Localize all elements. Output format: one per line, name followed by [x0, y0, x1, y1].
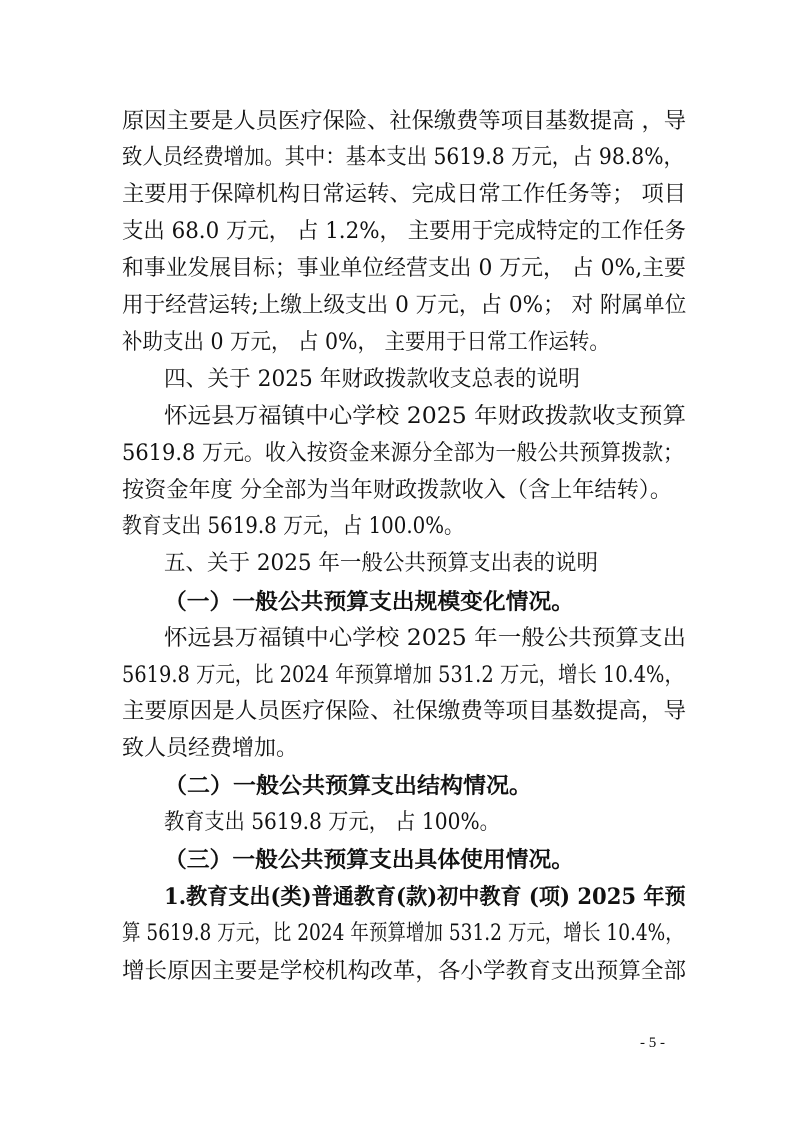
- text-line: 5619.8 万元。收入按资金来源分全部为一般公共预算拨款；: [122, 441, 684, 466]
- subsection-heading: （二）一般公共预算支出结构情况。: [164, 773, 533, 799]
- text-line: 和事业发展目标；事业单位经营支出 0 万元， 占 0%,主要: [122, 256, 686, 281]
- text-line: 主要原因是人员医疗保险、社保缴费等项目基数提高，导: [122, 699, 687, 724]
- text-line: 增长原因主要是学校机构改革，各小学教育支出预算全部: [122, 959, 687, 984]
- page-number: - 5 -: [640, 1035, 665, 1051]
- section-heading: 五、关于 2025 年一般公共预算支出表的说明: [164, 551, 598, 576]
- text-line: 用于经营运转;上缴上级支出 0 万元，占 0%； 对 附属单位: [122, 293, 687, 318]
- section-heading: 四、关于 2025 年财政拨款收支总表的说明: [164, 367, 580, 392]
- text-line: 算 5619.8 万元，比 2024 年预算增加 531.2 万元，增长 10.4%，: [122, 921, 684, 946]
- text-line: 致人员经费增加。: [122, 736, 299, 761]
- text-line: 原因主要是人员医疗保险、社保缴费等项目基数提高 ，导: [122, 109, 686, 134]
- subsection-heading: （一）一般公共预算支出规模变化情况。: [164, 589, 575, 615]
- text-line: 主要用于保障机构日常运转、完成日常工作任务等； 项目: [122, 182, 686, 207]
- text-line: 怀远县万福镇中心学校 2025 年一般公共预算支出: [164, 626, 686, 651]
- text-line: 致人员经费增加。其中：基本支出 5619.8 万元，占 98.8%，: [122, 145, 684, 170]
- text-line: 1.教育支出(类)普通教育(款)初中教育 (项) 2025 年预: [164, 884, 686, 910]
- text-line: 5619.8 万元，比 2024 年预算增加 531.2 万元，增长 10.4%，: [122, 663, 684, 688]
- text-line: 教育支出 5619.8 万元，占 100.0%。: [122, 514, 464, 539]
- text-line: 按资金年度 分全部为当年财政拨款收入（含上年结转）。: [122, 478, 672, 503]
- text-line: 支出 68.0 万元， 占 1.2%， 主要用于完成特定的工作任务: [122, 219, 686, 244]
- text-line: 怀远县万福镇中心学校 2025 年财政拨款收支预算: [164, 404, 686, 429]
- text-line: 教育支出 5619.8 万元， 占 100%。: [164, 810, 500, 835]
- subsection-heading: （三）一般公共预算支出具体使用情况。: [164, 847, 575, 873]
- text-line: 补助支出 0 万元， 占 0%， 主要用于日常工作运转。: [122, 330, 610, 355]
